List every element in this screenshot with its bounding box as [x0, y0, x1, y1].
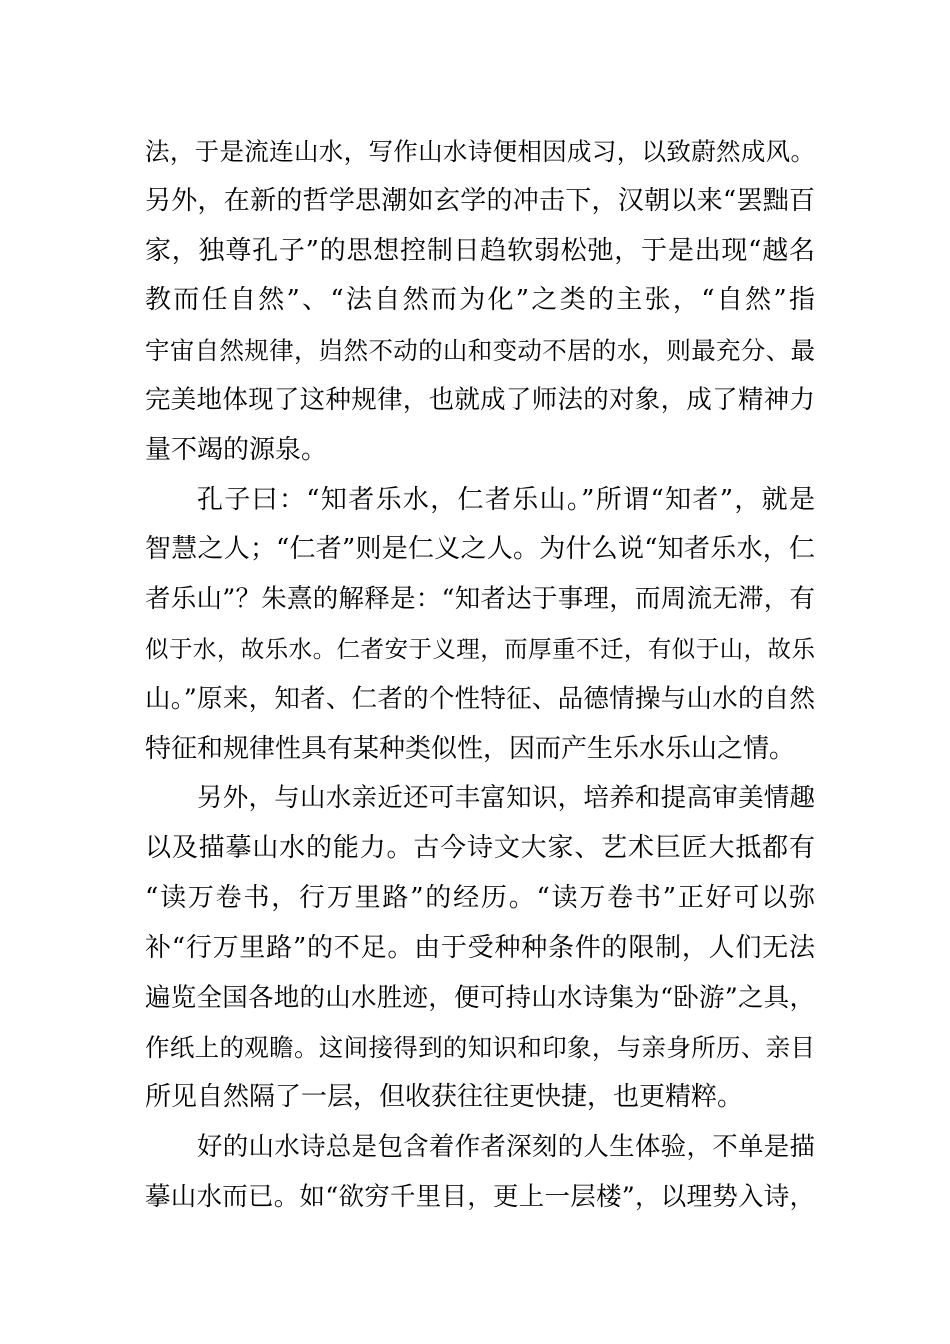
paragraph-line: 遍览全国各地的山水胜迹，便可持山水诗集为“卧游”之具，	[145, 982, 815, 1013]
paragraph-line: 补“行万里路”的不足。由于受种种条件的限制，人们无法	[145, 932, 815, 963]
paragraph-4	[145, 1123, 815, 1223]
paragraph-first-line: 孔子曰：“知者乐水，仁者乐山。”所谓“知者”，就是	[197, 484, 815, 515]
paragraph-line: 作纸上的观瞻。这间接得到的知识和印象，与亲身所历、亲目	[145, 1033, 815, 1063]
paragraph-line: 完美地体现了这种规律，也就成了师法的对象，成了精神力	[145, 384, 815, 415]
paragraph-line: 另外，在新的哲学思潮如玄学的冲击下，汉朝以来“罢黜百	[145, 185, 815, 216]
paragraph-2	[145, 476, 815, 775]
paragraph-1	[145, 127, 815, 476]
paragraph-line: 法，于是流连山水，写作山水诗便相因成习，以致蔚然成风。	[145, 137, 815, 166]
paragraph-line: 教而任自然”、“法自然而为化”之类的主张，“自然”指	[145, 285, 815, 316]
paragraph-line: 特征和规律性具有某种类似性，因而产生乐水乐山之情。	[145, 733, 796, 764]
paragraph-line: 智慧之人；“仁者”则是仁义之人。为什么说“知者乐水，仁	[145, 534, 815, 565]
paragraph-line: 家，独尊孔子”的思想控制日趋软弱松弛，于是出现“越名	[145, 235, 815, 266]
paragraph-line: 摹山水而已。如“欲穷千里目，更上一层楼”，以理势入诗，	[145, 1181, 815, 1212]
paragraph-line: 者乐山”？朱熹的解释是：“知者达于事理，而周流无滞，有	[145, 584, 815, 615]
paragraph-line: 以及描摹山水的能力。古今诗文大家、艺术巨匠大抵都有	[145, 833, 815, 864]
document-body	[145, 127, 815, 1223]
paragraph-line: 宇宙自然规律，岿然不动的山和变动不居的水，则最充分、最	[145, 336, 815, 366]
paragraph-line: 似于水，故乐水。仁者安于义理，而厚重不迁，有似于山，故乐	[145, 634, 815, 663]
paragraph-first-line: 另外，与山水亲近还可丰富知识，培养和提高审美情趣	[197, 783, 815, 814]
paragraph-3	[145, 774, 815, 1123]
paragraph-line: 山。”原来，知者、仁者的个性特征、品德情操与山水的自然	[145, 683, 815, 714]
paragraph-line: “读万卷书，行万里路”的经历。“读万卷书”正好可以弥	[145, 882, 815, 913]
paragraph-line: 所见自然隔了一层，但收获往往更快捷，也更精粹。	[145, 1082, 744, 1113]
paragraph-first-line: 好的山水诗总是包含着作者深刻的人生体验，不单是描	[197, 1131, 815, 1162]
paragraph-line: 量不竭的源泉。	[145, 434, 328, 465]
